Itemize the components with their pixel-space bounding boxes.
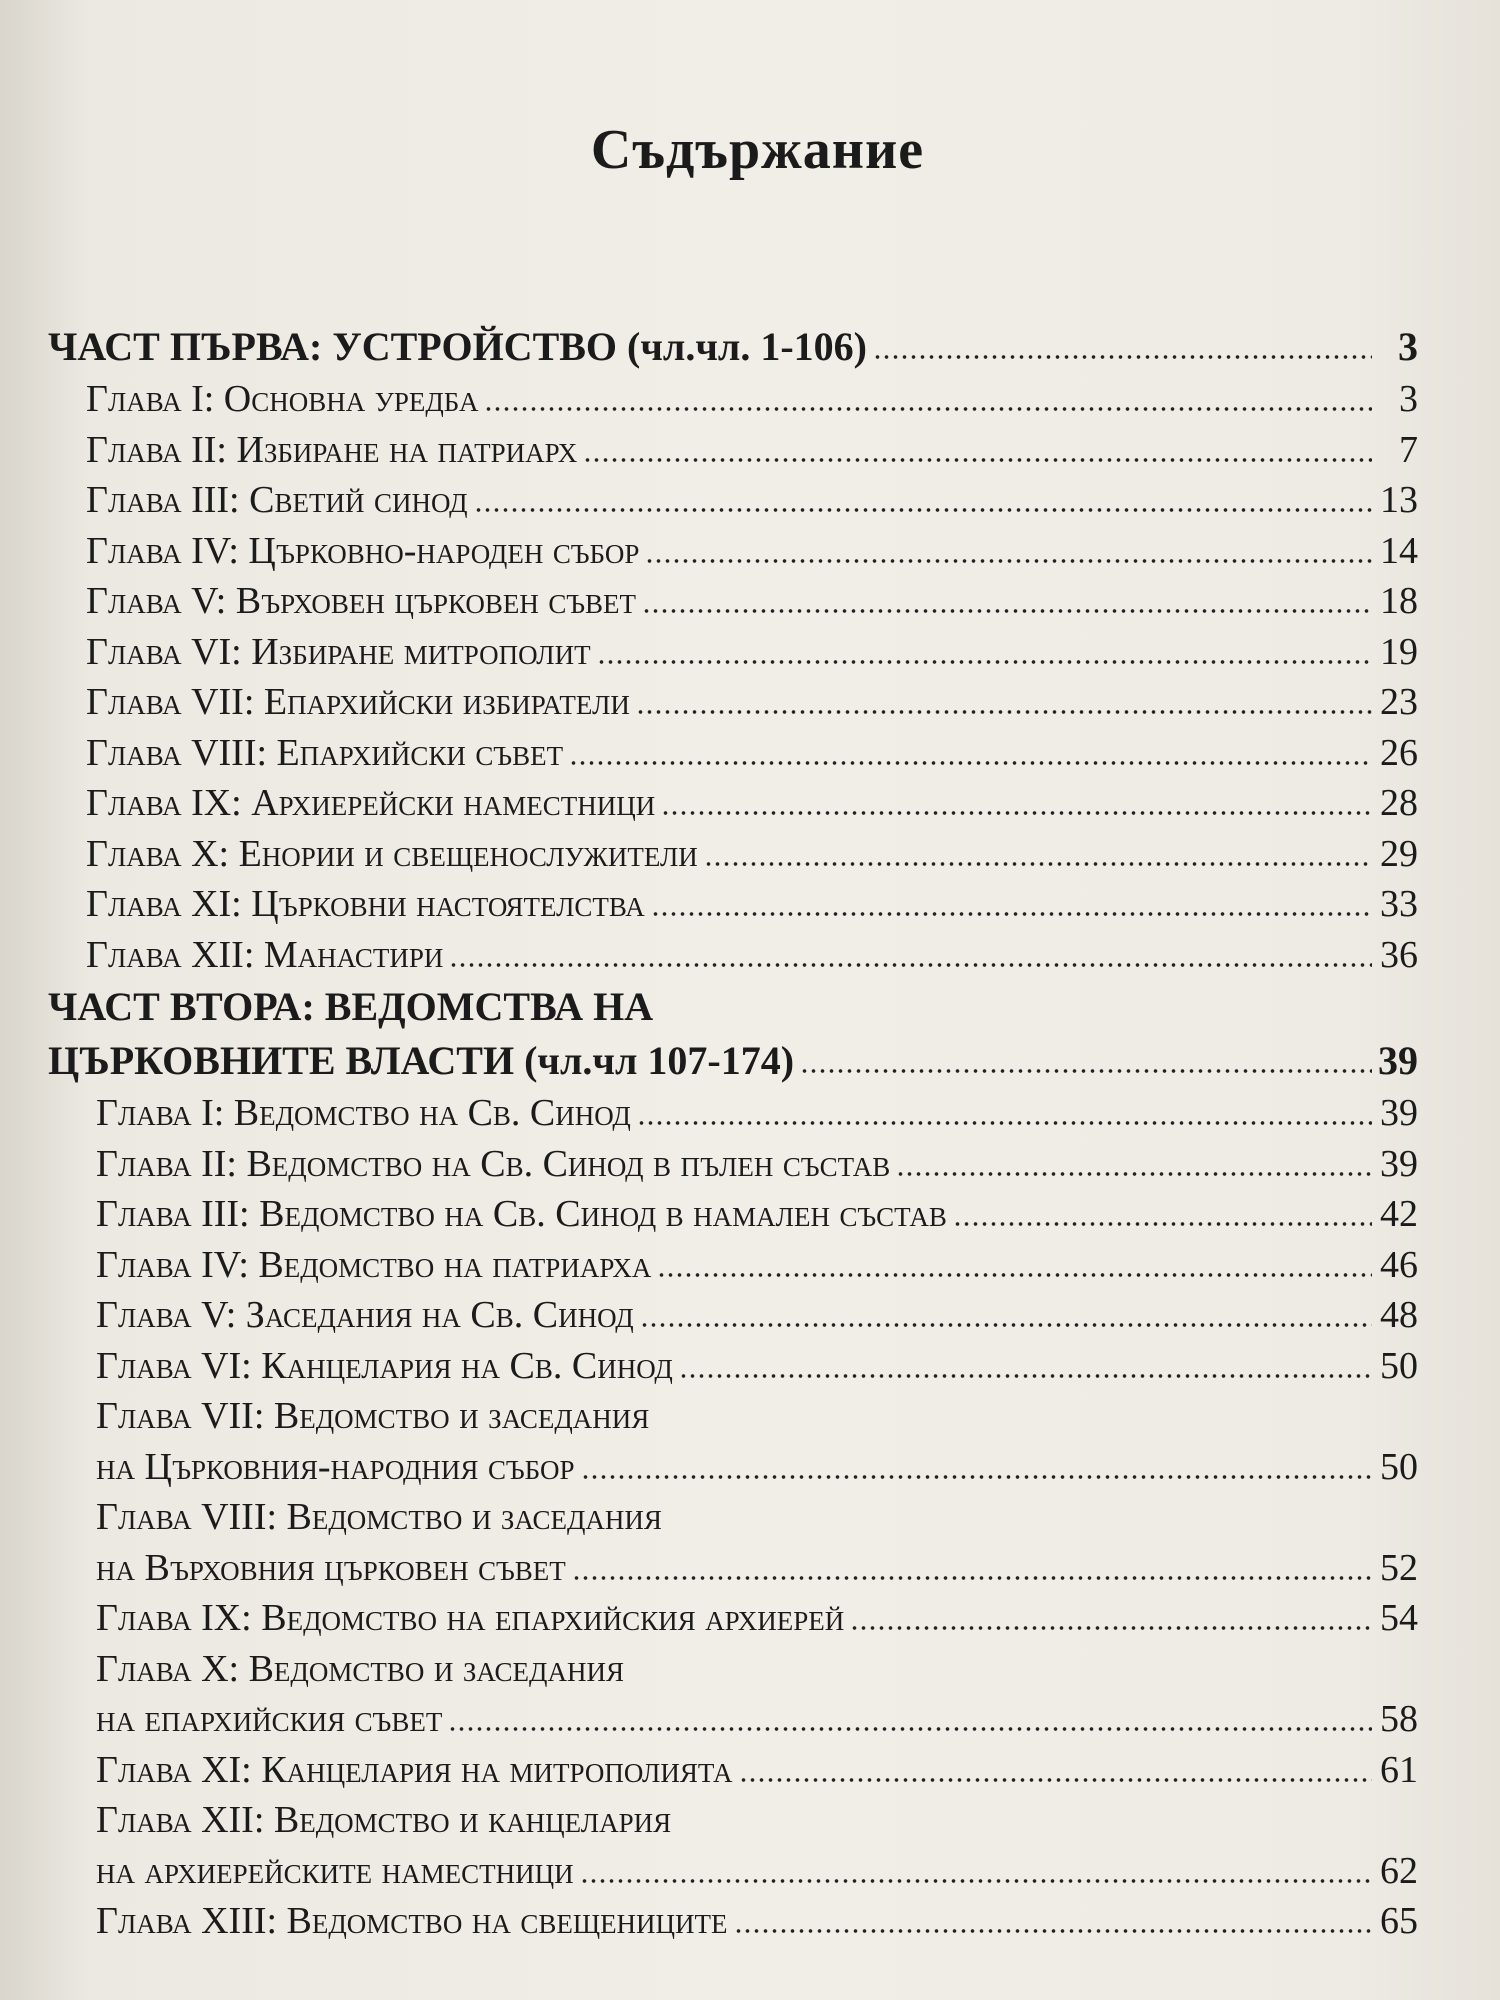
part-title: ЧАСТ ПЪРВА: УСТРОЙСТВО (чл.чл. 1-106) [48, 324, 868, 369]
chapter-title: Глава I: Основна уредба [86, 378, 479, 420]
toc-part-heading-line1 [48, 980, 1418, 1034]
page-number: 48 [1380, 1294, 1418, 1336]
toc-entry [48, 526, 1418, 577]
page-number: 29 [1380, 832, 1418, 875]
chapter-title: Глава IX: Ведомство на епархийския архиерей [96, 1597, 845, 1639]
toc-entry [48, 1745, 1418, 1796]
chapter-title: Глава X: Ведомство и заседания [96, 1647, 624, 1690]
toc-entry [48, 677, 1418, 728]
page-number: 13 [1380, 479, 1418, 521]
chapter-title: Глава XII: Ведомство и канцелария [96, 1799, 672, 1841]
chapter-title: Глава XIII: Ведомство на свещениците [96, 1900, 728, 1942]
chapter-title: Глава VI: Канцелария на Св. Синод [96, 1344, 673, 1387]
dot-leader [651, 909, 1372, 919]
chapter-title-continued: на Върховния църковен съвет [96, 1546, 566, 1589]
dot-leader [572, 1573, 1372, 1583]
page-number: 7 [1399, 428, 1418, 471]
chapter-title: Глава II: Ведомство на Св. Синод в пълен състав [96, 1142, 891, 1185]
page-number: 62 [1380, 1849, 1418, 1892]
chapter-title: Глава IV: Ведомство на патриарха [96, 1243, 652, 1286]
toc-entry [48, 1593, 1418, 1644]
toc-entry [48, 1189, 1418, 1240]
table-of-contents [48, 320, 1418, 1947]
toc-entry [48, 879, 1418, 930]
part-title-line1: ЧАСТ ВТОРА: ВЕДОМСТВА НА [48, 984, 654, 1029]
dot-leader [580, 1876, 1372, 1886]
dot-leader [449, 960, 1372, 970]
toc-entry [48, 425, 1418, 476]
dot-leader [704, 859, 1372, 869]
part-title-line2: ЦЪРКОВНИТЕ ВЛАСТИ (чл.чл 107-174) [48, 1038, 795, 1083]
toc-entry [48, 1088, 1418, 1139]
page-title: Съдържание [590, 119, 925, 181]
toc-entry [48, 1846, 1418, 1897]
page-number: 19 [1380, 630, 1418, 673]
page-number: 39 [1378, 1038, 1418, 1083]
toc-entry [48, 627, 1418, 678]
toc-entry-line1 [48, 1492, 1418, 1543]
dot-leader [734, 1926, 1372, 1936]
chapter-title: Глава VII: Ведомство и заседания [96, 1395, 650, 1437]
page-number: 39 [1380, 1092, 1418, 1134]
dot-leader [645, 556, 1372, 566]
chapter-title: Глава IX: Архиерейски наместници [86, 782, 656, 824]
page-number: 58 [1380, 1698, 1418, 1740]
chapter-title: Глава VII: Епархийски избиратели [86, 681, 630, 723]
toc-entry [48, 778, 1418, 829]
page-number: 65 [1380, 1900, 1418, 1942]
chapter-title: Глава VIII: Епархийски съвет [86, 731, 564, 774]
page-number: 54 [1380, 1597, 1418, 1639]
chapter-title: Глава V: Заседания на Св. Синод [96, 1294, 634, 1336]
toc-entry [48, 829, 1418, 880]
toc-entry [48, 1694, 1418, 1745]
page-number: 36 [1380, 933, 1418, 976]
chapter-title: Глава XI: Канцелария на митрополията [96, 1748, 733, 1791]
chapter-title: Глава X: Енории и свещенослужители [86, 832, 698, 875]
page-number: 23 [1380, 681, 1418, 723]
dot-leader [583, 455, 1372, 465]
dot-leader [739, 1775, 1372, 1785]
page-number: 33 [1380, 883, 1418, 925]
dot-leader [873, 352, 1372, 362]
toc-entry-line1 [48, 1391, 1418, 1442]
chapter-title-continued: на Църковния-народния събор [96, 1445, 575, 1488]
toc-entry-line1 [48, 1795, 1418, 1846]
toc-part-heading [48, 320, 1418, 374]
toc-part-heading [48, 1034, 1418, 1088]
dot-leader [661, 808, 1372, 818]
page-number: 61 [1380, 1748, 1418, 1791]
dot-leader [640, 1320, 1372, 1330]
page-number: 18 [1380, 580, 1418, 622]
page-number: 28 [1380, 782, 1418, 824]
dot-leader [597, 657, 1372, 667]
toc-entry [48, 930, 1418, 981]
page-number: 42 [1380, 1193, 1418, 1235]
toc-entry [48, 576, 1418, 627]
chapter-title: Глава XI: Църковни настоятелства [86, 883, 645, 925]
chapter-title: Глава II: Избиране на патриарх [86, 428, 578, 471]
chapter-title-continued: на архиерейските наместници [96, 1849, 574, 1892]
page-number: 14 [1380, 529, 1418, 572]
toc-entry [48, 374, 1418, 425]
page-number: 26 [1380, 731, 1418, 774]
dot-leader [800, 1066, 1372, 1076]
toc-entry [48, 1240, 1418, 1291]
chapter-title: Глава III: Светий синод [86, 479, 468, 521]
toc-entry [48, 1290, 1418, 1341]
dot-leader [636, 707, 1372, 717]
chapter-title: Глава V: Върховен църковен съвет [86, 580, 637, 622]
dot-leader [896, 1169, 1372, 1179]
toc-entry [48, 728, 1418, 779]
chapter-title: Глава VI: Избиране митрополит [86, 630, 591, 673]
dot-leader [637, 1118, 1372, 1128]
toc-entry-line1 [48, 1644, 1418, 1695]
dot-leader [448, 1724, 1372, 1734]
chapter-title: Глава I: Ведомство на Св. Синод [96, 1092, 631, 1134]
chapter-title: Глава XII: Манастири [86, 933, 444, 976]
page-number: 3 [1398, 324, 1418, 369]
dot-leader [581, 1472, 1373, 1482]
toc-entry [48, 1341, 1418, 1392]
toc-entry [48, 1896, 1418, 1947]
page-number: 50 [1380, 1445, 1418, 1488]
chapter-title: Глава IV: Църковно-народен събор [86, 529, 640, 572]
toc-entry [48, 1139, 1418, 1190]
toc-entry [48, 1442, 1418, 1493]
dot-leader [569, 758, 1372, 768]
chapter-title-continued: на епархийския съвет [96, 1698, 443, 1740]
page-number: 50 [1380, 1344, 1418, 1387]
page-number: 46 [1380, 1243, 1418, 1286]
page-number: 52 [1380, 1546, 1418, 1589]
page-number: 3 [1399, 378, 1418, 420]
dot-leader [474, 505, 1372, 515]
toc-entry [48, 475, 1418, 526]
chapter-title: Глава III: Ведомство на Св. Синод в намален състав [96, 1193, 947, 1235]
dot-leader [953, 1219, 1372, 1229]
dot-leader [679, 1371, 1372, 1381]
chapter-title: Глава VIII: Ведомство и заседания [96, 1496, 662, 1538]
dot-leader [850, 1623, 1372, 1633]
toc-entry [48, 1543, 1418, 1594]
dot-leader [642, 606, 1372, 616]
dot-leader [484, 404, 1372, 414]
dot-leader [657, 1270, 1372, 1280]
page-number: 39 [1380, 1142, 1418, 1185]
